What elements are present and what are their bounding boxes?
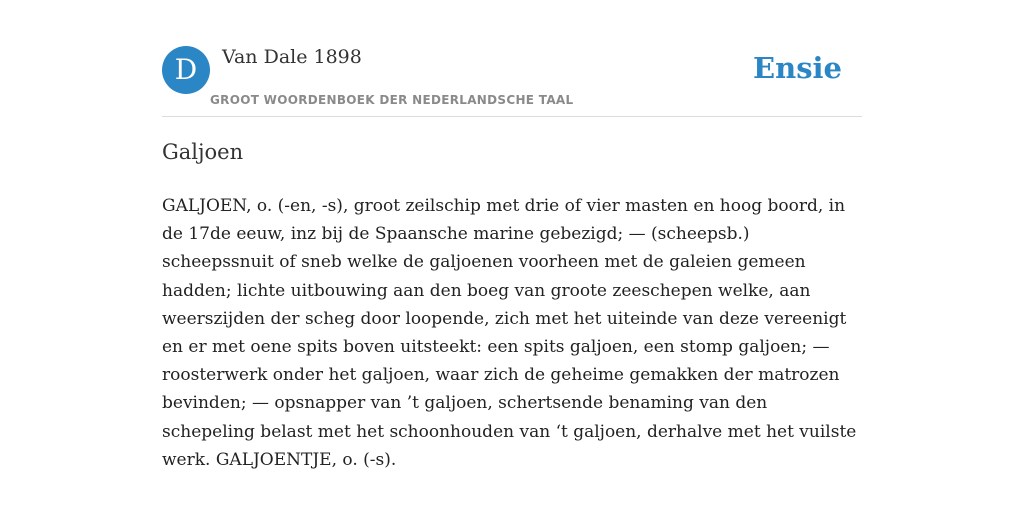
- dictionary-header: [162, 46, 862, 117]
- entry-definition: GALJOEN, o. (-en, -s), groot zeilschip met drie of vier masten en hoog boord, in de 17de eeuw, inz bij de Spaansche marine gebezigd; — (scheepsb.) scheepssnuit of sneb welke de galjoenen voorheen met de galeien gemeen hadden; lichte uitbouwing aan den boeg van groote zeeschepen welke, aan weerszijden der scheg door loopende, zich met het uiteinde van deze vereenigt en er met oene spits boven uitsteekt: een spits galjoen, een stomp galjoen; — roosterwerk onder het galjoen, waar zich de geheime gemakken der matrozen bevinden; — opsnapper van ’t galjoen, schertsende benaming van den schepeling belast met het schoonhouden van ‘t galjoen, derhalve met het vuilste werk. GALJOENTJE, o. (-s).: [162, 196, 857, 470]
- ensie-logo[interactable]: Ensie: [753, 51, 842, 85]
- dictionary-source-subtitle: GROOT WOORDENBOEK DER NEDERLANDSCHE TAAL: [210, 93, 574, 107]
- entry-title: Galjoen: [162, 140, 244, 164]
- dictionary-avatar[interactable]: D: [162, 46, 210, 94]
- dictionary-source-title[interactable]: Van Dale 1898: [222, 46, 362, 68]
